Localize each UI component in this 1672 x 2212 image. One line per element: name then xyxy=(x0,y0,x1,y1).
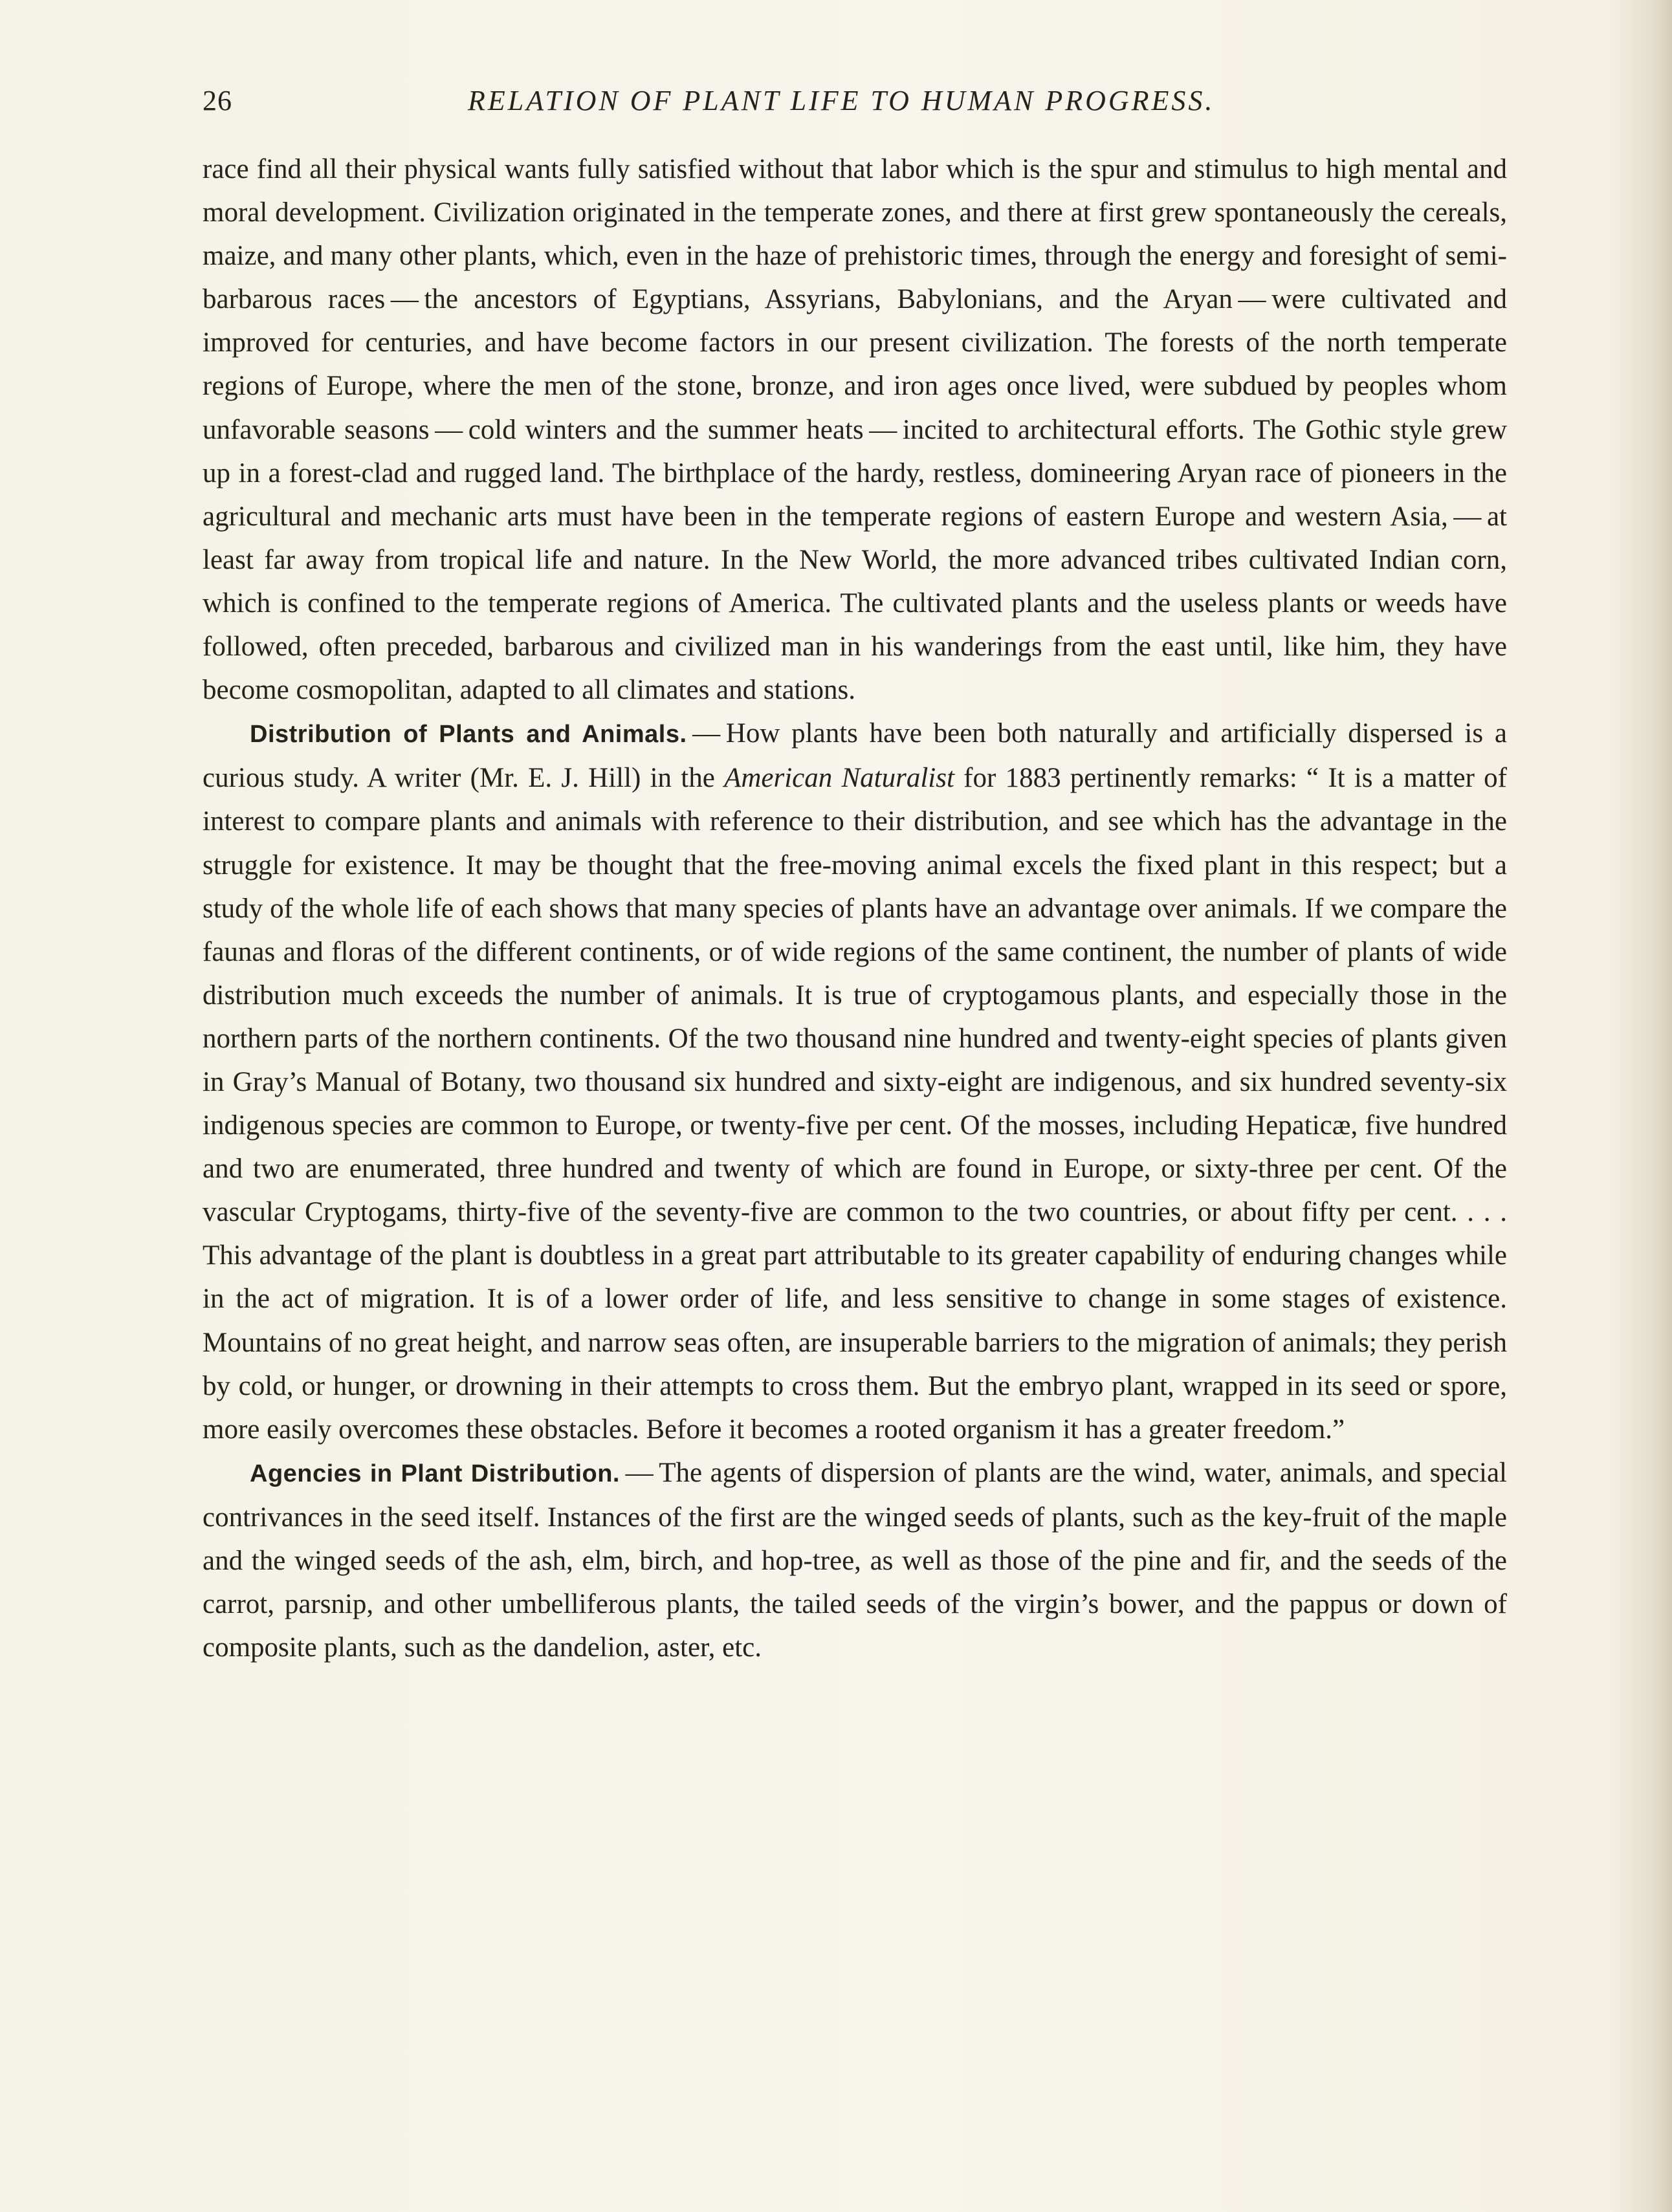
paragraph-civilization xyxy=(203,148,1507,712)
paragraph-text: for 1883 pertinently remarks: “ It is a matter of interest to compare plants and animals with reference to their distribution, and see which has the advantage in the struggle for existence. It may be thought that the free-moving animal excels the fixed plant in this respect; but a study of the whole life of each shows that many species of plants have an advantage over animals. If we compare the faunas and floras of the different continents, or of wide regions of the same continent, the number of plants of wide distribution much exceeds the number of animals. It is true of cryptogamous plants, and especially those in the northern parts of the northern continents. Of the two thousand nine hundred and twenty-eight species of plants given in Gray’s Manual of Botany, two thousand six hundred and sixty-eight are indigenous, and six hundred seventy-six indigenous species are common to Europe, or twenty-five per cent. Of the mosses, including Hepaticæ, five hundred and two are enumerated, three hundred and twenty of which are found in Europe, or sixty-three per cent. Of the vascular Cryptogams, thirty-five of the seventy-five are common to the two countries, or about fifty per cent. . . . This advantage of the plant is doubtless in a great part attributable to its greater capability of enduring changes while in the act of migration. It is of a lower order of life, and less sensitive to change in some stages of existence. Mountains of no great height, and narrow seas often, are insuperable barriers to the migration of animals; they perish by cold, or hunger, or drowning in their attempts to cross them. But the embryo plant, wrapped in its seed or spore, more easily overcomes these obstacles. Before it becomes a rooted organism it has a greater freedom.” xyxy=(203,763,1507,1445)
running-header xyxy=(203,82,1507,120)
journal-title: American Naturalist xyxy=(724,763,954,794)
section-heading-distribution: Distribution of Plants and Animals. xyxy=(250,721,687,749)
paragraph-text: — How plants have been both naturally and artificially dispersed is a curious study. A writer (Mr. E. J. Hill) in the xyxy=(203,718,1507,794)
page-number: 26 xyxy=(203,85,232,116)
body-text xyxy=(203,148,1507,1669)
paragraph-text: — The agents of dispersion of plants are the wind, water, animals, and special contrivances in the seed itself. Instances of the first are the winged seeds of plants, such as the key-fruit of the maple and the winged seeds of the ash, elm, birch, and hop-tree, as well as those of the pine and fir, and the seeds of the carrot, parsnip, and other umbelliferous plants, the tailed seeds of the virgin’s bower, and the pappus or down of composite plants, such as the dandelion, aster, etc. xyxy=(203,1457,1507,1663)
paragraph-text: race find all their physical wants fully satisfied without that labor which is the spur and stimulus to high mental and moral development. Civilization originated in the temperate zones, and there at first grew spontaneously the cereals, maize, and many other plants, which, even in the haze of prehistoric times, through the energy and foresight of semi-barbarous races — the ancestors of Egyptians, Assyrians, Babylonians, and the Aryan — were cultivated and improved for centuries, and have become factors in our present civilization. The forests of the north temperate regions of Europe, where the men of the stone, bronze, and iron ages once lived, were subdued by peoples whom unfavorable seasons — cold winters and the summer heats — incited to architectural efforts. The Gothic style grew up in a forest-clad and rugged land. The birthplace of the hardy, restless, domineering Aryan race of pioneers in the agricultural and mechanic arts must have been in the temperate regions of eastern Europe and western Asia, — at least far away from tropical life and nature. In the New World, the more advanced tribes cultivated Indian corn, which is confined to the temperate regions of America. The cultivated plants and the useless plants or weeds have followed, often preceded, barbarous and civilized man in his wanderings from the east until, like him, they have become cosmopolitan, adapted to all climates and stations. xyxy=(203,154,1507,706)
running-title: RELATION OF PLANT LIFE TO HUMAN PROGRESS. xyxy=(468,85,1215,116)
page-edge-shadow xyxy=(1611,0,1672,2212)
section-heading-agencies: Agencies in Plant Distribution. xyxy=(250,1460,620,1487)
paragraph-distribution xyxy=(203,712,1507,1451)
paragraph-agencies xyxy=(203,1451,1507,1669)
